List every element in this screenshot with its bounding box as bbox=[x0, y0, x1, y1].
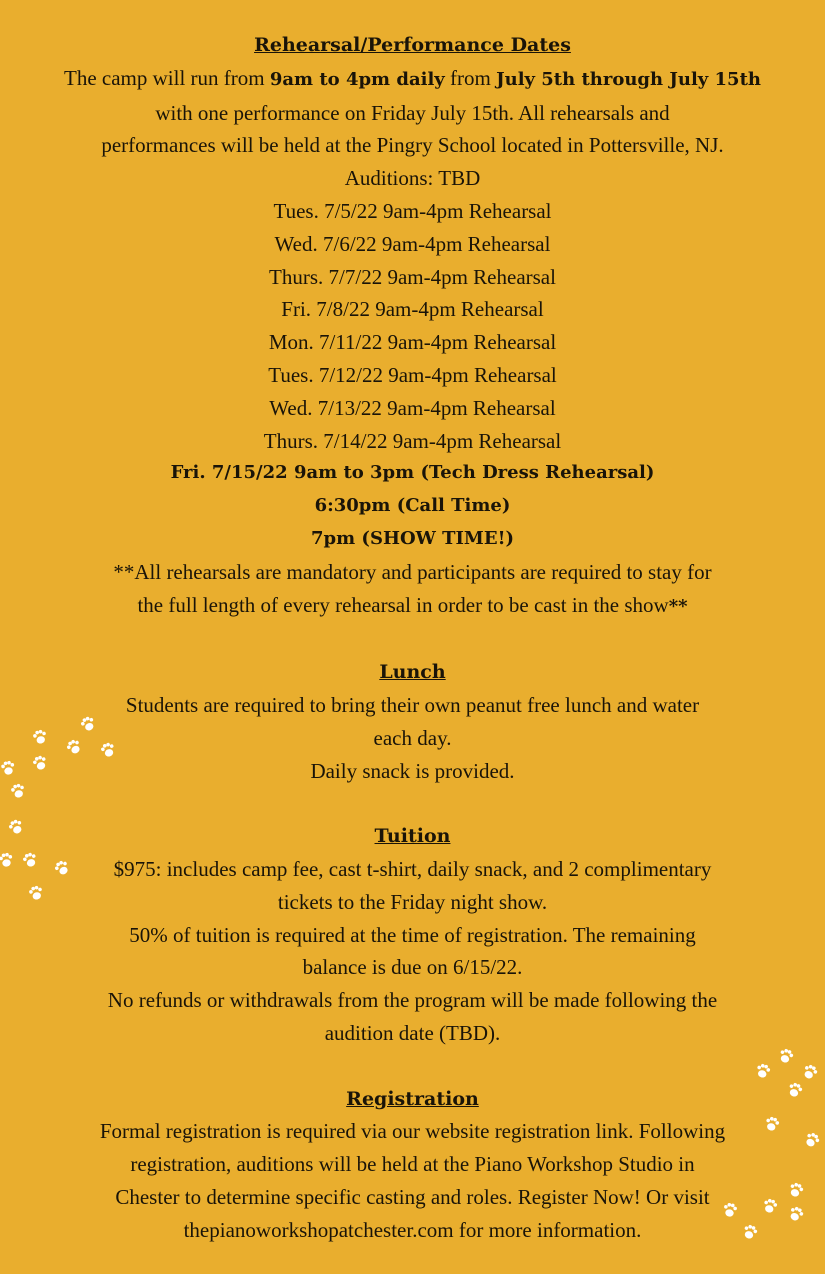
intro-line-1: The camp will run from 9am to 4pm daily from July 5th through July 15th bbox=[64, 65, 761, 90]
show-time-line: 7pm (SHOW TIME!) bbox=[311, 527, 514, 549]
tuition-line: audition date (TBD). bbox=[324, 1020, 501, 1045]
lunch-line: Daily snack is provided. bbox=[310, 758, 515, 783]
mandatory-note-1: **All rehearsals are mandatory and participants are required to stay for bbox=[113, 559, 712, 584]
schedule-item: Thurs. 7/14/22 9am-4pm Rehearsal bbox=[263, 428, 562, 453]
tuition-line: 50% of tuition is required at the time of registration. The remaining bbox=[129, 922, 696, 947]
intro-line-2: with one performance on Friday July 15th. All rehearsals and bbox=[155, 100, 670, 125]
lunch-heading: Lunch bbox=[379, 661, 446, 684]
intro-line-3: performances will be held at the Pingry School located in Pottersville, NJ. bbox=[101, 133, 724, 158]
registration-line: registration, auditions will be held at the Piano Workshop Studio in bbox=[130, 1152, 695, 1177]
registration-heading: Registration bbox=[346, 1087, 479, 1110]
schedule-item: Tues. 7/12/22 9am-4pm Rehearsal bbox=[268, 362, 557, 387]
mandatory-note-2: the full length of every rehearsal in order to be cast in the show** bbox=[137, 592, 688, 617]
call-time-line: 6:30pm (Call Time) bbox=[314, 495, 511, 517]
schedule-item: Wed. 7/6/22 9am-4pm Rehearsal bbox=[274, 231, 551, 256]
schedule-item: Mon. 7/11/22 9am-4pm Rehearsal bbox=[268, 330, 557, 355]
tuition-line: No refunds or withdrawals from the program will be made following the bbox=[107, 988, 718, 1013]
auditions-line: Auditions: TBD bbox=[344, 166, 481, 191]
tuition-line: balance is due on 6/15/22. bbox=[302, 955, 523, 980]
registration-line: Chester to determine specific casting and roles. Register Now! Or visit bbox=[115, 1184, 710, 1209]
lunch-line: Students are required to bring their own peanut free lunch and water bbox=[125, 692, 700, 717]
registration-line: thepianoworkshopatchester.com for more information. bbox=[183, 1217, 642, 1242]
registration-line: Formal registration is required via our website registration link. Following bbox=[99, 1119, 726, 1144]
tuition-line: $975: includes camp fee, cast t-shirt, daily snack, and 2 complimentary bbox=[113, 856, 712, 881]
schedule-item: Wed. 7/13/22 9am-4pm Rehearsal bbox=[269, 395, 556, 420]
schedule-item: Fri. 7/8/22 9am-4pm Rehearsal bbox=[281, 297, 544, 322]
schedule-item: Thurs. 7/7/22 9am-4pm Rehearsal bbox=[269, 264, 556, 289]
schedule-item: Tues. 7/5/22 9am-4pm Rehearsal bbox=[273, 198, 552, 223]
tuition-heading: Tuition bbox=[374, 825, 451, 848]
final-day-line: Fri. 7/15/22 9am to 3pm (Tech Dress Rehearsal) bbox=[170, 462, 655, 484]
rehearsal-heading: Rehearsal/Performance Dates bbox=[254, 34, 571, 56]
lunch-line: each day. bbox=[373, 725, 452, 750]
tuition-line: tickets to the Friday night show. bbox=[277, 889, 548, 914]
